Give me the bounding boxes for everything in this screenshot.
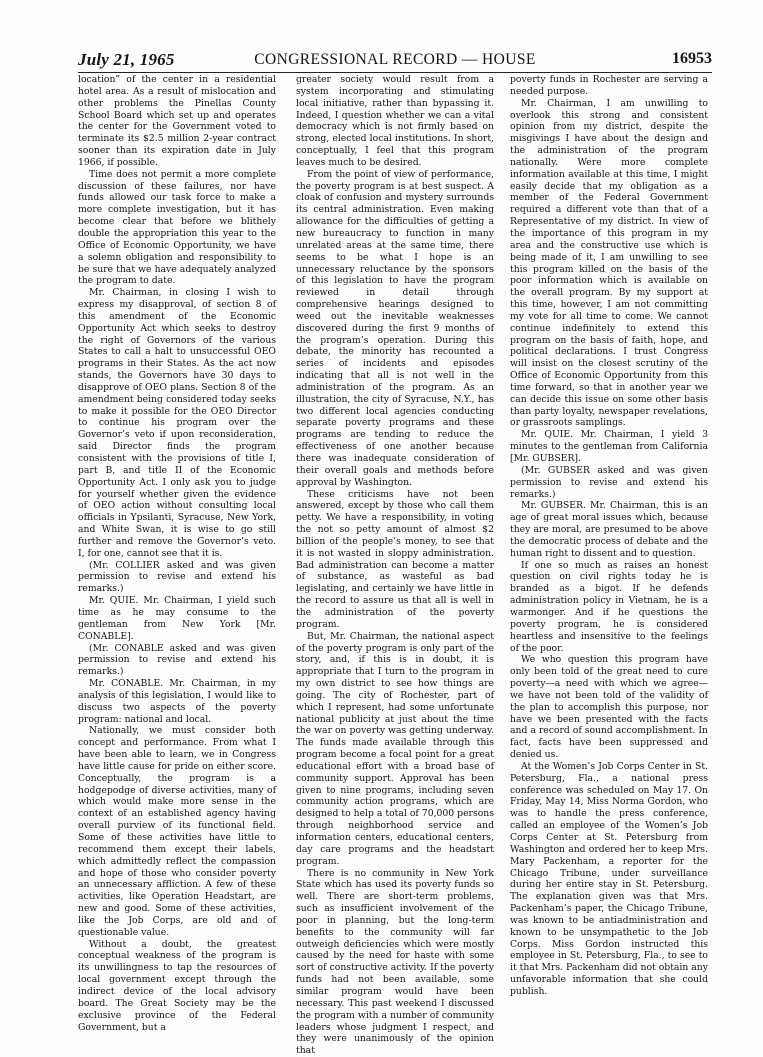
paragraph: Nationally, we must consider both concept and performance. From what I have been able to learn, we in Congress have little cause for pride on either score. Conceptually, the program is a hodgepodge of diverse activities, many of which would make more sense in the context of an established agency having overall purview of its functional field. Some of these activities have little to recommend them except their labels, which admittedly reflect the compassion and hope of those who consider poverty an unnecessary affliction. A few of these activities, like Operation Headstart, are new and good. Some of these activities, like the Job Corps, are old and of questionable value. (78, 725, 276, 938)
paragraph: If one so much as raises an honest question on civil rights today he is branded as a bigot. If he defends administration policy in Vietnam, he is a warmonger. And if he questions the poverty program, he is considered heartless and insensitive to the feelings of the poor. (510, 559, 708, 654)
paragraph: Mr. Chairman, in closing I wish to express my disapproval, of section 8 of this amendment of the Economic Opportunity Act which seeks to destroy the right of Governors of the various States to call a halt to unsuccessful OEO programs in their States. As the act now stands, the Governors have 30 days to disapprove of OEO plans. Section 8 of the amendment being considered today seeks to make it possible for the OEO Director to continue his program over the Governor’s veto if upon reconsideration, said Director finds the program consistent with the provisions of title I, part B, and title II of the Economic Opportunity Act. I only ask you to judge for yourself whether given the evidence of OEO action without consulting local officials in Ypsilanti, Syracuse, New York, and White Swan, it is wise to go still further and remove the Governor’s veto. I, for one, cannot see that it is. (78, 287, 276, 559)
header-title: CONGRESSIONAL RECORD — HOUSE (254, 51, 536, 68)
paragraph: poverty funds in Rochester are serving a needed purpose. (510, 74, 708, 97)
paragraph: Mr. QUIE. Mr. Chairman, I yield such time as he may consume to the gentleman from New York [Mr. CONABLE]. (78, 595, 276, 642)
paragraph: (Mr. COLLIER asked and was given permission to revise and extend his remarks.) (78, 559, 276, 595)
paragraph: greater society would result from a system incorporating and stimulating local initiative, rather than bypassing it. Indeed, I question whether we can a vital democracy which is not firmly based on strong, elected local institutions. In short, conceptually, I feel that this program leaves much to be desired. (296, 74, 494, 168)
paragraph: Without a doubt, the greatest conceptual weakness of the program is its unwillingness to tap the resources of local government except through the indirect device of the local advisory board. The Great Society may be the exclusive province of the Federal Government, but a (78, 938, 276, 1033)
paragraph: We who question this program have only been told of the great need to cure poverty—a need with which we agree—we have not been told of the validity of the plan to accomplish this purpose, nor have we been presented with the facts and a record of sound accomplishment. In fact, facts have been suppressed and denied us. (510, 654, 708, 761)
paragraph: (Mr. GUBSER asked and was given permission to revise and extend his remarks.) (510, 464, 708, 500)
paragraph: But, Mr. Chairman, the national aspect of the poverty program is only part of the story, and, if this is in doubt, it is appropriate that I turn to the program in my own district to see how things are going. The city of Rochester, part of which I represent, had some unfortunate national publicity at just about the time the war on poverty was getting underway. The funds made available through this program become a focal point for a great educational effort with a broad base of community support. Approval has been given to nine programs, including seven community action programs, which are designed to help a total of 70,000 persons through neighborhood service and information centers, educational centers, day care programs and the headstart program. (296, 630, 494, 867)
paragraph: Mr. Chairman, I am unwilling to overlook this strong and consistent opinion from my district, despite the misgivings I have about the design and the administration of the program nationally. Were more complete information available at this time, I might easily decide that my obligation as a member of the Federal Government required a different vote than that of a Representative of my district. In view of the importance of this program in my area and the constructive use which is being made of it, I am unwilling to see this program killed on the basis of the poor information which is available on the overall program. By my support at this time, however, I am not committing my vote for all time to come. We cannot continue indefinitely to extend this program on the basis of faith, hope, and political declarations. I trust Congress will insist on the closest scrutiny of the Office of Economic Opportunity from this time forward, so that in another year we can decide this issue on some other basis than party loyalty, newspaper revelations, or grassroots samplings. (510, 97, 708, 429)
paragraph: location” of the center in a residential hotel area. As a result of mislocation and other problems the Pinellas County School Board which set up and operates the center for the Government voted to terminate its $2.5 million 2-year contract sooner than its expiration date in July 1966, if possible. (78, 74, 276, 168)
paragraph: (Mr. CONABLE asked and was given permission to revise and extend his remarks.) (78, 642, 276, 678)
paragraph: Mr. GUBSER. Mr. Chairman, this is an age of great moral issues which, because they are moral, are presumed to be above the democratic process of debate and the human right to dissent and to question. (510, 500, 708, 559)
paragraph: Time does not permit a more complete discussion of these failures, nor have funds allowed our task force to make a more complete investigation, but it has become clear that before we blithely double the appropriation this year to the Office of Economic Opportunity, we have a solemn obligation and responsibility to be sure that we have adequately analyzed the program to date. (78, 168, 276, 287)
text-column-1 (78, 74, 276, 1033)
paragraph: Mr. CONABLE. Mr. Chairman, in my analysis of this legislation, I would like to discuss two aspects of the poverty program: national and local. (78, 678, 276, 725)
header-page-number: 16953 (672, 50, 712, 67)
header-rule (78, 72, 712, 73)
paragraph: At the Women’s Job Corps Center in St. Petersburg, Fla., a national press conference was scheduled on May 17. On Friday, May 14, Miss Norma Gordon, who was to handle the press conference, called an employee of the Women’s Job Corps Center at St. Petersburg from Washington and ordered her to keep Mrs. Mary Packenham, a reporter for the Chicago Tribune, under surveillance during her entire stay in St. Petersburg. The explanation given was that Mrs. Packenham’s paper, the Chicago Tribune, was known to be antiadministration and known to be unsympathetic to the Job Corps. Miss Gordon instructed this employee in St. Petersburg, Fla., to see to it that Mrs. Packenham did not obtain any unfavorable information that she could publish. (510, 760, 708, 997)
header-date: July 21, 1965 (78, 50, 175, 69)
paragraph: There is no community in New York State which has used its poverty funds so well. There are short-term problems, such as insufficient involvement of the poor in planning, but the long-term benefits to the community will far outweigh deficiencies which were mostly caused by the need for haste with some sort of constructive activity. If the poverty funds had not been available, some similar program would have been necessary. This past weekend I discussed the program with a number of community leaders whose judgment I respect, and they were unanimously of the opinion that (296, 867, 494, 1057)
text-column-3 (510, 74, 708, 997)
paragraph: From the point of view of performance, the poverty program is at best suspect. A cloak of confusion and mystery surrounds its central administration. Even making allowance for the difficulties of getting a new bureaucracy to function in many unrelated areas at the same time, there seems to be what I hope is an unnecessary reluctance by the sponsors of this legislation to have the program reviewed in detail through comprehensive hearings designed to weed out the inevitable weaknesses discovered during the first 9 months of the program’s operation. During this debate, the minority has recounted a series of incidents and episodes indicating that all is not well in the administration of the program. As an illustration, the city of Syracuse, N.Y., has two different local agencies conducting separate poverty programs and these programs are tending to reduce the effectiveness of one another because there was inadequate consideration of their overall goals and methods before approval by Washington. (296, 168, 494, 488)
text-column-2 (296, 74, 494, 1057)
paragraph: Mr. QUIE. Mr. Chairman, I yield 3 minutes to the gentleman from California [Mr. GUBSER]. (510, 429, 708, 464)
paragraph: These criticisms have not been answered, except by those who call them petty. We have a responsibility, in voting the not so petty amount of almost $2 billion of the people’s money, to see that it is not wasted in sloppy administration. Bad administration can become a matter of substance, as wasteful as bad legislating, and certainly we have little in the record to assure us that all is well in the administration of the poverty program. (296, 488, 494, 630)
page-header (78, 50, 712, 72)
